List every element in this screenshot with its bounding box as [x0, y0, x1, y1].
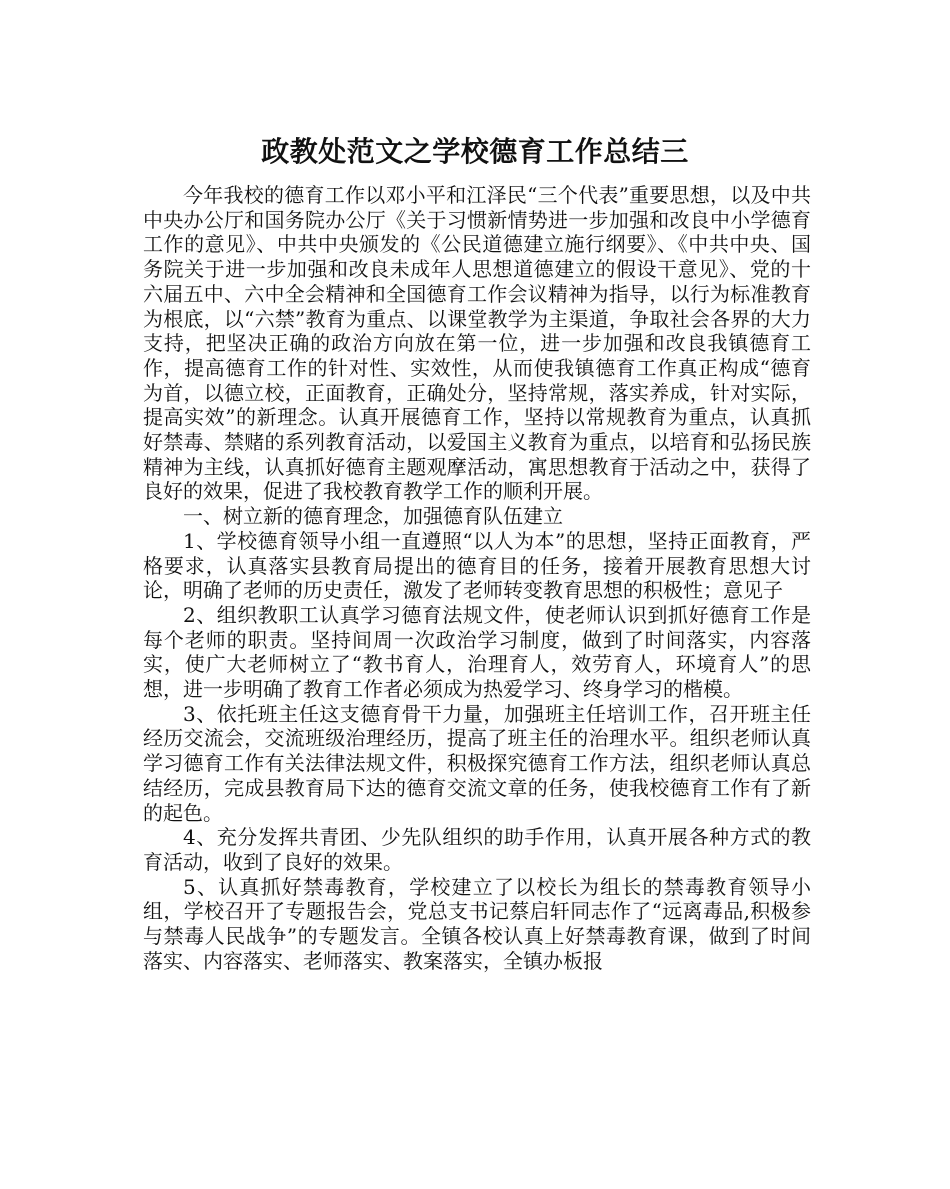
- paragraph-item-3: 3、依托班主任这支德育骨干力量，加强班主任培训工作，召开班主任经历交流会，交流班级治理经历，提高了班主任的治理水平。组织老师认真学习德育工作有关法律法规文件，积极探究德育工作方法，组织老师认真总结经历，完成县教育局下达的德育交流文章的任务，使我校德育工作有了新的起色。: [143, 701, 811, 825]
- intro-paragraph: 今年我校的德育工作以邓小平和江泽民“三个代表”重要思想，以及中共中央办公厅和国务院办公厅《关于习惯新情势进一步加强和改良中小学德育工作的意见》、中共中央颁发的《公民道德建立施行纲要》、《中共中央、国务院关于进一步加强和改良未成年人思想道德建立的假设干意见》、党的十六届五中、六中全会精神和全国德育工作会议精神为指导，以行为标准教育为根底，以“六禁”教育为重点、以课堂教学为主渠道，争取社会各界的大力支持，把坚决正确的政治方向放在第一位，进一步加强和改良我镇德育工作，提高德育工作的针对性、实效性，从而使我镇德育工作真正构成“德育为首，以德立校，正面教育，正确处分，坚持常规，落实养成，针对实际，提高实效”的新理念。认真开展德育工作，坚持以常规教育为重点，认真抓好禁毒、禁赌的系列教育活动，以爱国主义教育为重点，以培育和弘扬民族精神为主线，认真抓好德育主题观摩活动，寓思想教育于活动之中，获得了良好的效果，促进了我校教育教学工作的顺利开展。: [143, 183, 811, 504]
- paragraph-item-1: 1、学校德育领导小组一直遵照“以人为本”的思想，坚持正面教育，严格要求，认真落实县教育局提出的德育目的任务，接着开展教育思想大讨论，明确了老师的历史责任，激发了老师转变教育思想的积极性；意见子: [143, 528, 811, 603]
- section-heading-1: 一、树立新的德育理念，加强德育队伍建立: [183, 504, 563, 529]
- document-body: [143, 183, 811, 974]
- paragraph-item-5: 5、认真抓好禁毒教育，学校建立了以校长为组长的禁毒教育领导小组，学校召开了专题报告会，党总支书记蔡启轩同志作了“远离毒品,积极参与禁毒人民战争”的专题发言。全镇各校认真上好禁毒教育课，做到了时间落实、内容落实、老师落实、教案落实，全镇办板报: [143, 874, 811, 973]
- document-title: 政教处范文之学校德育工作总结三: [261, 135, 689, 168]
- paragraph-item-2: 2、组织教职工认真学习德育法规文件，使老师认识到抓好德育工作是每个老师的职责。坚持间周一次政治学习制度，做到了时间落实，内容落实，使广大老师树立了“教书育人，治理育人，效劳育人，环境育人”的思想，进一步明确了教育工作者必须成为热爱学习、终身学习的楷模。: [143, 602, 811, 702]
- paragraph-item-4: 4、充分发挥共青团、少先队组织的助手作用，认真开展各种方式的教育活动，收到了良好的效果。: [143, 825, 811, 874]
